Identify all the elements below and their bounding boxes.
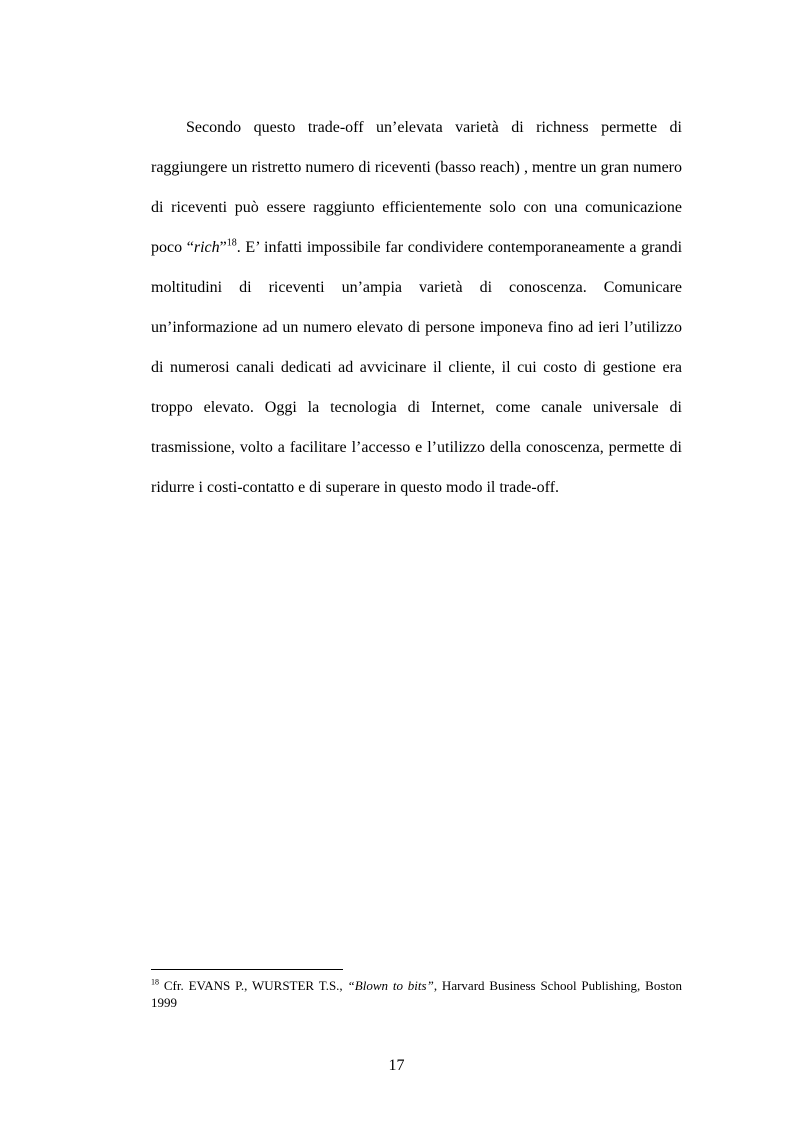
page-number: 17 (388, 1057, 405, 1074)
footnote-separator (151, 969, 343, 970)
footnote-title: “Blown to bits” (347, 978, 434, 993)
footnote-reference: 18 (226, 237, 237, 249)
footnote-number: 18 (151, 977, 159, 987)
footnote-authors: Cfr. EVANS P., WURSTER T.S., (159, 978, 348, 993)
paragraph-text-part1: Secondo questo trade-off un’elevata varietà di richness permette di raggiungere un ristretto numero di riceventi (basso reach) , mentre un gran numero di riceventi può essere raggiunto efficientemente solo con una comunicazione poco “ (151, 119, 682, 256)
close-quote: ” (219, 239, 227, 256)
footnote (151, 977, 682, 1011)
footnote-publisher: , Harvard Business School Publishing, Boston 1999 (151, 978, 682, 1010)
rich-word: rich (193, 239, 220, 256)
paragraph-text-part2: . E’ infatti impossibile far condividere contemporaneamente a grandi moltitudini di riceventi un’ampia varietà di conoscenza. Comunicare un’informazione ad un numero elevato di persone imponeva fino ad ieri l’utilizzo di numerosi canali dedicati ad avvicinare il cliente, il cui costo di gestione era troppo elevato. Oggi la tecnologia di Internet, come canale universale di trasmissione, volto a facilitare l’accesso e l’utilizzo della conoscenza, permette di ridurre i costi-contatto e di superare in questo modo il trade-off. (151, 239, 683, 496)
body-paragraph (151, 108, 682, 508)
